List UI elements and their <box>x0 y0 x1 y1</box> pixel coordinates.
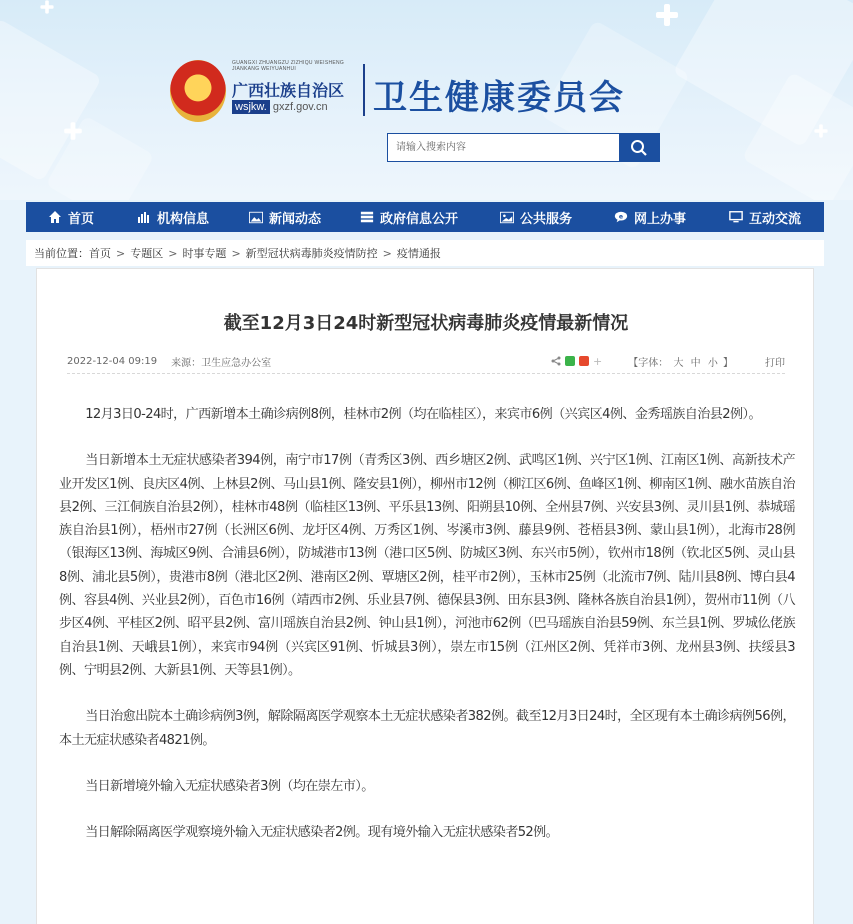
search-button[interactable] <box>619 134 659 161</box>
article-paragraph: 当日新增本土无症状感染者394例，南宁市17例（青秀区3例、西乡塘区2例、武鸣区1例、兴宁区1例、江南区1例、高新技术产业开发区1例、良庆区4例、上林县2例、马山县1例、隆安县1例），柳州市12例（柳江区6例、鱼峰区1例、柳南区1例、融水苗族自治县2例、三江侗族自治县2例），桂林市48例（临桂区13例、平乐县13例、阳朔县10例、全州县7例、兴安县3例、灵川县1例、恭城瑶族自治县1例），梧州市27例（长洲区6例、龙圩区4例、万秀区1例、岑溪市3例、藤县9例、苍梧县3例、蒙山县1例），北海市28例（银海区13例、海城区9例、合浦县6例），防城港市13例（港口区5例、防城区3例、东兴市5例），钦州市18例（钦北区5例、灵山县8例、浦北县5例），贵港市8例（港北区2例、港南区2例、覃塘区2例，桂平市2例），玉林市25例（北流市7例、陆川县8例、博白县4例、容县4例、兴业县2例），百色市16例（靖西市2例、乐业县7例、德保县3例、田东县3例、隆林各族自治县1例），贺州市11例（八步区4例、平桂区2例、昭平县2例、富川瑶族自治县2例、钟山县1例），河池市62例（巴马瑶族自治县59例、东兰县1例、罗城仫佬族自治县1例、天峨县1例），来宾市94例（兴宾区91例、忻城县3例），崇左市15例（江州区2例、凭祥市3例、龙州县3例、扶绥县3例、宁明县2例、大新县1例、天等县1例）。 <box>59 453 795 678</box>
article-container <box>36 268 814 924</box>
breadcrumb-separator: > <box>382 246 392 260</box>
nav-item-interaction[interactable]: 互动交流 <box>706 202 824 232</box>
site-region-name: 广西壮族自治区 <box>232 81 345 100</box>
breadcrumb-separator: > <box>168 246 178 260</box>
article-body <box>59 403 795 867</box>
stack-icon <box>360 210 374 224</box>
weibo-share-icon[interactable] <box>579 356 589 366</box>
font-size-control: 【字体： 大 中 小 】 <box>628 357 733 369</box>
nav-item-org-info[interactable]: 机构信息 <box>116 202 230 232</box>
breadcrumb-separator: > <box>231 246 241 260</box>
chat-icon <box>614 210 628 224</box>
nav-item-home[interactable]: 首页 <box>26 202 116 232</box>
svg-text:e: e <box>618 213 624 221</box>
font-size-small[interactable]: 小 <box>707 357 718 369</box>
article-paragraph: 当日治愈出院本土确诊病例3例，解除隔离医学观察本土无症状感染者382例。截至12月3日24时，全区现有本土确诊病例56例，本土无症状感染者4821例。 <box>59 709 795 748</box>
site-title: 卫生健康委员会 <box>373 78 625 118</box>
search-icon <box>630 139 648 157</box>
home-icon <box>48 210 62 224</box>
monitor-icon <box>729 210 743 224</box>
site-header <box>0 0 853 200</box>
national-emblem-logo[interactable]: ★ <box>170 60 226 122</box>
header-divider <box>363 64 365 116</box>
wechat-share-icon[interactable] <box>565 356 575 366</box>
article-paragraph: 当日解除隔离医学观察境外输入无症状感染者2例。现有境外输入无症状感染者52例。 <box>85 825 559 841</box>
article-title: 截至12月3日24时新型冠状病毒肺炎疫情最新情况 <box>223 313 629 334</box>
search-box <box>387 133 660 162</box>
breadcrumb-prefix: 当前位置： <box>34 247 89 260</box>
article-paragraph: 当日新增境外输入无症状感染者3例（均在崇左市）。 <box>85 778 374 794</box>
breadcrumb-home[interactable]: 首页 <box>89 247 111 260</box>
article-meta <box>67 353 785 369</box>
breadcrumb-covid-prevention[interactable]: 新型冠状病毒肺炎疫情防控 <box>245 247 378 260</box>
site-domain: wsjkw. gxzf.gov.cn <box>232 101 328 113</box>
nav-item-online-service[interactable]: e 网上办事 <box>594 202 706 232</box>
nav-item-news[interactable]: 新闻动态 <box>230 202 340 232</box>
picture-icon <box>500 210 514 224</box>
breadcrumb-epidemic-report[interactable]: 疫情通报 <box>396 247 441 260</box>
breadcrumb-separator: > <box>116 246 126 260</box>
nav-item-gov-info[interactable]: 政府信息公开 <box>340 202 478 232</box>
breadcrumb <box>26 240 824 266</box>
meta-divider <box>67 373 785 374</box>
more-share-icon[interactable]: + <box>593 354 603 368</box>
image-icon <box>249 210 263 224</box>
share-icon[interactable] <box>551 356 561 366</box>
font-size-medium[interactable]: 中 <box>690 357 701 369</box>
site-name-english: GUANGXI ZHUANGZU ZIZHIQU WEISHENG JIANKANG WEIYUANHUI <box>232 60 345 72</box>
article-tools <box>551 354 785 369</box>
share-buttons <box>551 355 602 368</box>
article-paragraph: 12月3日0-24时，广西新增本土确诊病例8例，桂林市2例（均在临桂区），来宾市6例（兴宾区4例、金秀瑶族自治县2例）。 <box>85 407 761 422</box>
font-size-large[interactable]: 大 <box>673 357 684 369</box>
print-link[interactable]: 打印 <box>765 357 785 369</box>
main-nav <box>26 202 824 232</box>
breadcrumb-current-affairs[interactable]: 时事专题 <box>182 247 227 260</box>
nav-item-public-service[interactable]: 公共服务 <box>478 202 594 232</box>
bar-chart-icon <box>137 210 151 224</box>
breadcrumb-special-zone[interactable]: 专题区 <box>130 247 164 260</box>
article-source: 来源：卫生应急办公室 <box>171 357 272 369</box>
search-input[interactable] <box>388 134 619 161</box>
publish-date: 2022-12-04 09:19 <box>67 355 158 367</box>
